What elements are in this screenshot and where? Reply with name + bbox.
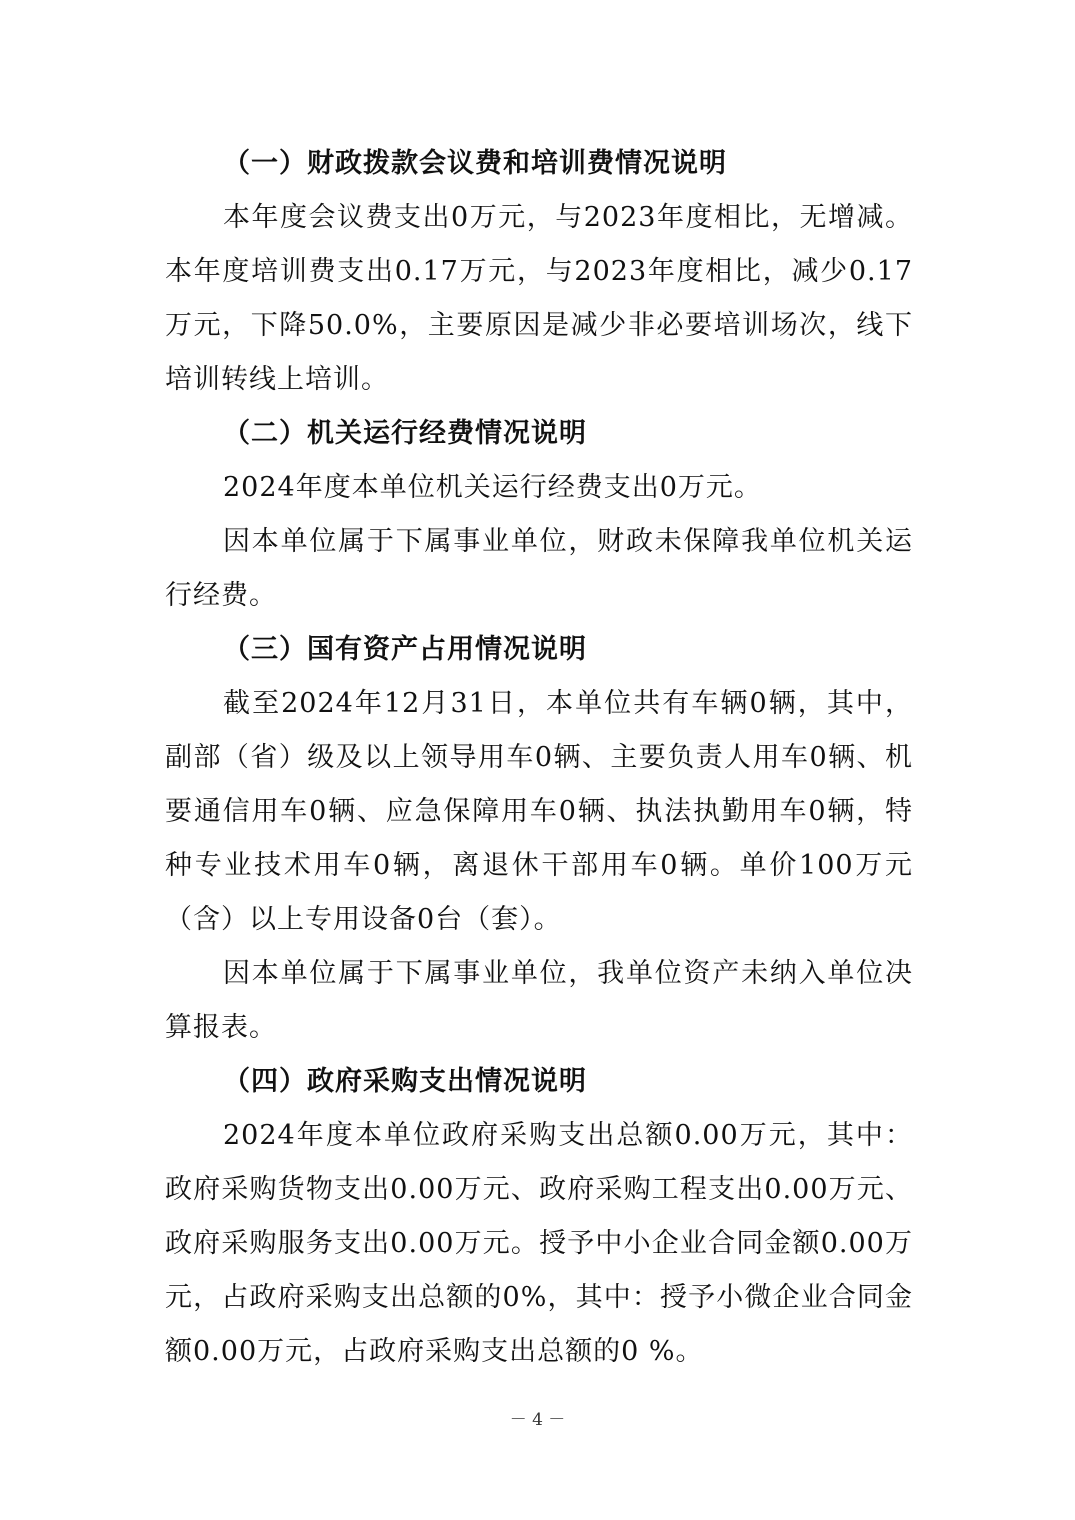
- paragraph-meeting-training: 本年度会议费支出0万元，与2023年度相比，无增减。本年度培训费支出0.17万元，与2023年度相比，减少0.17万元，下降50.0%，主要原因是减少非必要培训场次，线下培训转线上培训。: [165, 202, 913, 395]
- paragraph-state-assets-reason: 因本单位属于下属事业单位，我单位资产未纳入单位决算报表。: [165, 958, 913, 1043]
- paragraph-state-assets: 截至2024年12月31日，本单位共有车辆0辆，其中，副部（省）级及以上领导用车0辆、主要负责人用车0辆、机要通信用车0辆、应急保障用车0辆、执法执勤用车0辆，特种专业技术用车0辆，离退休干部用车0辆。单价100万元（含）以上专用设备0台（套）。: [165, 688, 913, 935]
- section-heading-operating-expenses: （二）机关运行经费情况说明: [223, 418, 587, 449]
- section-heading-state-assets: （三）国有资产占用情况说明: [223, 634, 587, 665]
- paragraph-procurement: 2024年度本单位政府采购支出总额0.00万元，其中：政府采购货物支出0.00万元、政府采购工程支出0.00万元、政府采购服务支出0.00万元。授予中小企业合同金额0.00万元，占政府采购支出总额的0%，其中：授予小微企业合同金额0.00万元，占政府采购支出总额的0 %。: [165, 1120, 913, 1367]
- document-body: [165, 137, 913, 1379]
- paragraph-operating-expenses: 2024年度本单位机关运行经费支出0万元。: [223, 472, 762, 503]
- paragraph-operating-expenses-reason: 因本单位属于下属事业单位，财政未保障我单位机关运行经费。: [165, 526, 913, 611]
- section-heading-procurement: （四）政府采购支出情况说明: [223, 1066, 587, 1097]
- section-heading-meeting-training: （一）财政拨款会议费和培训费情况说明: [223, 148, 727, 179]
- page-number: － 4 －: [509, 1410, 566, 1430]
